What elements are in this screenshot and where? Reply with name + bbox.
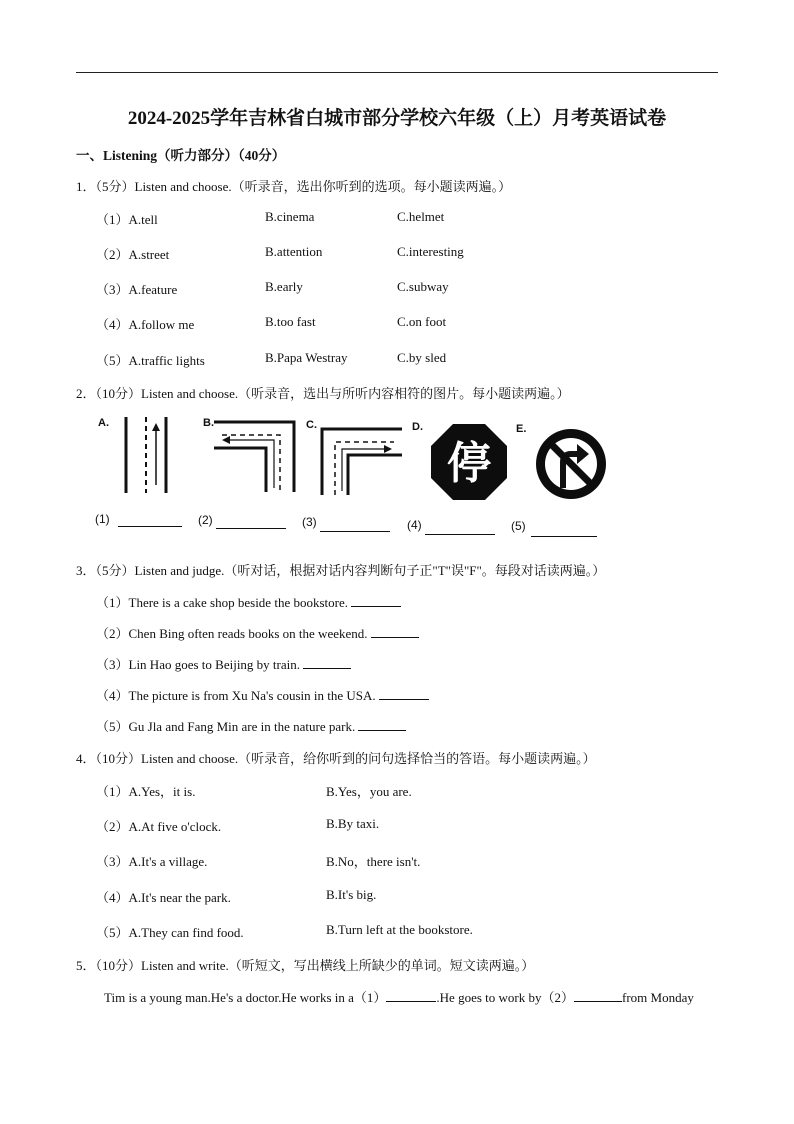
answer-blank-label: (3): [302, 515, 317, 529]
q3-item: [96, 623, 419, 642]
answer-blank[interactable]: [574, 990, 622, 1002]
q3-item-text: （4）The picture is from Xu Na's cousin in the USA.: [96, 688, 376, 703]
stop-sign-icon: [429, 422, 509, 502]
answer-blank-label: (2): [198, 513, 213, 527]
answer-blank-line[interactable]: [320, 531, 390, 532]
q4-option-a: （4）A.It's near the park.: [96, 890, 231, 905]
q5-heading: 5．（10分）Listen and write.（听短文，写出横线上所缺少的单词。短文读两遍。）: [76, 958, 535, 973]
q1-option-c: C.interesting: [397, 244, 464, 259]
q3-item: [96, 716, 406, 735]
q3-item: [96, 654, 351, 673]
q1-option-c: C.on foot: [397, 314, 447, 329]
q3-item: [96, 685, 429, 704]
q4-option-b: B.No，there isn't.: [326, 854, 421, 869]
q3-item-text: （3）Lin Hao goes to Beijing by train.: [96, 657, 301, 672]
q2-heading: 2．（10分）Listen and choose.（听录音，选出与所听内容相符的图片。每小题读两遍。）: [76, 386, 570, 401]
answer-blank[interactable]: [358, 718, 406, 731]
q4-option-b: B.Yes，you are.: [326, 784, 412, 799]
q5-passage-text: .He goes to work by（2）: [436, 990, 574, 1005]
stop-sign-character: 停: [447, 438, 491, 489]
q1-heading: 1．（5分）Listen and choose.（听录音，选出你听到的选项。每小题读两遍。）: [76, 179, 512, 194]
picture-label-e: E.: [516, 423, 527, 435]
answer-blank-label: (5): [511, 519, 526, 533]
q1-option-b: B.attention: [265, 244, 323, 259]
q3-heading: 3．（5分）Listen and judge.（听对话，根据对话内容判断句子正"T"误"F"。每段对话读两遍。）: [76, 563, 606, 578]
turn-right-road-icon: [320, 425, 404, 497]
q3-item-text: （2）Chen Bing often reads books on the weekend.: [96, 626, 368, 641]
q5-passage-text: Tim is a young man.He's a doctor.He works in a（1）: [104, 990, 387, 1005]
answer-blank-label: (1): [95, 512, 110, 526]
picture-label-b: B.: [203, 417, 214, 429]
q1-option-a: （5）A.traffic lights: [96, 353, 205, 368]
answer-blank-line[interactable]: [531, 536, 597, 537]
q3-item-text: （5）Gu Jla and Fang Min are in the nature park.: [96, 719, 356, 734]
q1-option-b: B.cinema: [265, 209, 315, 224]
q1-option-b: B.Papa Westray: [265, 350, 348, 365]
q1-option-b: B.too fast: [265, 314, 316, 329]
no-right-turn-sign-icon: [533, 426, 609, 502]
picture-label-a: A.: [98, 417, 109, 429]
q4-option-a: （3）A.It's a village.: [96, 854, 208, 869]
q1-option-c: C.helmet: [397, 209, 445, 224]
answer-blank[interactable]: [303, 656, 351, 669]
q1-option-b: B.early: [265, 279, 303, 294]
picture-label-d: D.: [412, 421, 423, 433]
q1-option-a: （4）A.follow me: [96, 317, 195, 332]
straight-road-icon: [118, 415, 174, 495]
answer-blank-line[interactable]: [425, 534, 495, 535]
answer-blank[interactable]: [386, 990, 436, 1002]
q3-item-text: （1）There is a cake shop beside the bookstore.: [96, 595, 348, 610]
q1-option-a: （1）A.tell: [96, 212, 158, 227]
section-heading-listening: 一、Listening（听力部分）（40分）: [76, 148, 286, 163]
q1-option-a: （3）A.feature: [96, 282, 178, 297]
answer-blank[interactable]: [371, 625, 419, 638]
q4-heading: 4．（10分）Listen and choose.（听录音，给你听到的问句选择恰当的答语。每小题读两遍。）: [76, 751, 596, 766]
q4-option-a: （1）A.Yes，it is.: [96, 784, 196, 799]
q1-option-a: （2）A.street: [96, 247, 170, 262]
q1-option-c: C.by sled: [397, 350, 447, 365]
q4-option-b: B.It's big.: [326, 887, 377, 902]
q5-passage-text: from Monday: [622, 990, 694, 1005]
answer-blank-label: (4): [407, 518, 422, 532]
q4-option-a: （2）A.At five o'clock.: [96, 819, 222, 834]
page-title: 2024-2025学年吉林省白城市部分学校六年级（上）月考英语试卷: [127, 108, 667, 129]
q1-option-c: C.subway: [397, 279, 449, 294]
answer-blank-line[interactable]: [216, 528, 286, 529]
q4-option-b: B.Turn left at the bookstore.: [326, 922, 473, 937]
q5-passage: [104, 987, 694, 1006]
answer-blank[interactable]: [379, 687, 429, 700]
answer-blank[interactable]: [351, 594, 401, 607]
q3-item: [96, 592, 401, 611]
answer-blank-line[interactable]: [118, 526, 182, 527]
picture-label-c: C.: [306, 419, 317, 431]
q4-option-a: （5）A.They can find food.: [96, 925, 244, 940]
q4-option-b: B.By taxi.: [326, 816, 380, 831]
top-rule: [76, 72, 718, 73]
turn-left-road-icon: [212, 418, 298, 494]
